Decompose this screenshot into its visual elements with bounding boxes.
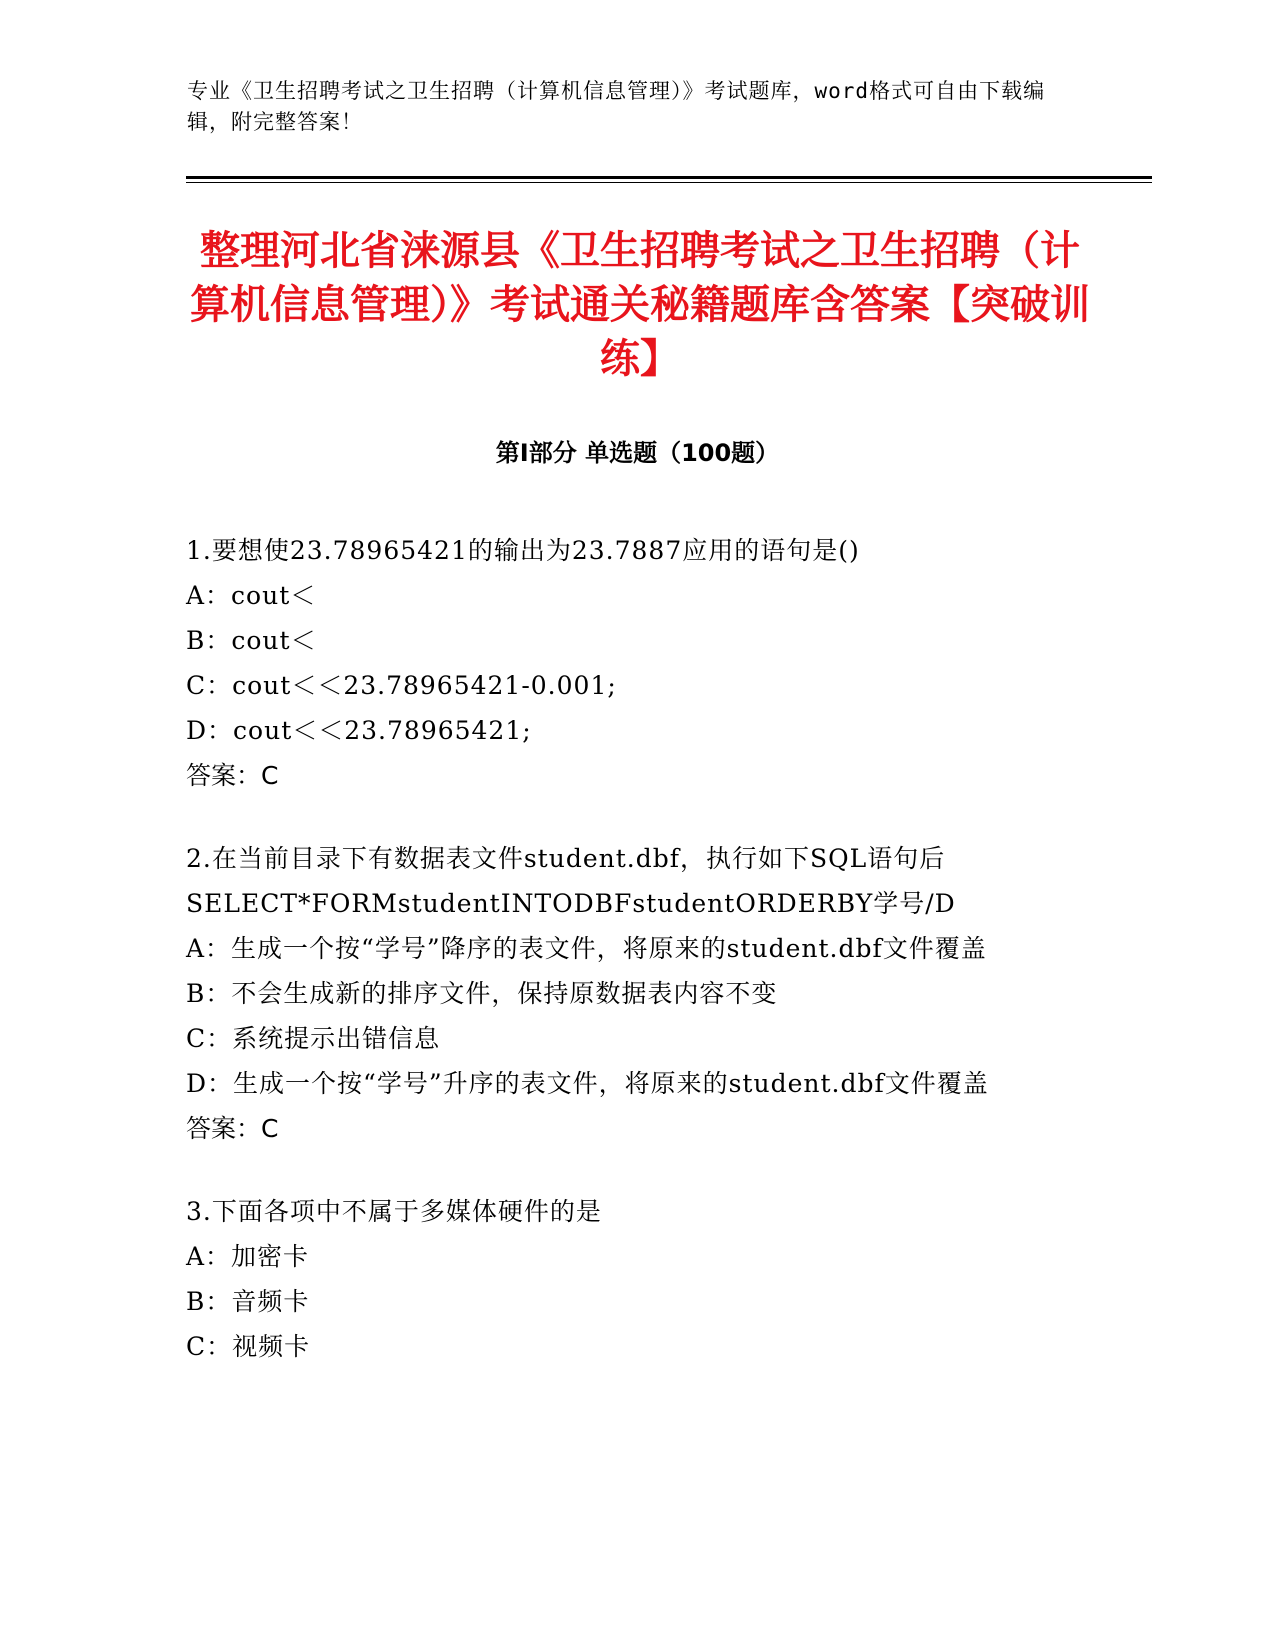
option-a: A：加密卡 bbox=[186, 1242, 310, 1271]
option-b: B：音频卡 bbox=[186, 1287, 310, 1316]
option-c: C：系统提示出错信息 bbox=[186, 1024, 441, 1053]
question-2 bbox=[186, 836, 1076, 1151]
question-stem: 1.要想使23.78965421的输出为23.7887应用的语句是() bbox=[186, 536, 860, 565]
header-rule-thick bbox=[186, 176, 1152, 179]
question-stem: 3.下面各项中不属于多媒体硬件的是 bbox=[186, 1197, 602, 1226]
document-title: 整理河北省涞源县《卫生招聘考试之卫生招聘（计算机信息管理）》考试通关秘籍题库含答案【突破训练】 bbox=[190, 228, 1090, 382]
question-1 bbox=[186, 528, 1076, 798]
option-a: A：cout＜ bbox=[186, 581, 317, 610]
header-rule-thin bbox=[186, 182, 1152, 183]
question-3 bbox=[186, 1189, 1076, 1369]
section-title: 第Ⅰ部分 单选题（100题） bbox=[495, 439, 780, 467]
option-a: A：生成一个按“学号”降序的表文件，将原来的student.dbf文件覆盖 bbox=[186, 934, 987, 963]
option-b: B：不会生成新的排序文件，保持原数据表内容不变 bbox=[186, 979, 778, 1008]
question-list bbox=[186, 528, 1076, 1407]
header-note: 专业《卫生招聘考试之卫生招聘（计算机信息管理）》考试题库，word格式可自由下载编辑，附完整答案！ bbox=[187, 79, 1046, 134]
option-c: C：视频卡 bbox=[186, 1332, 311, 1361]
answer: 答案：C bbox=[186, 1114, 279, 1143]
option-b: B：cout＜ bbox=[186, 626, 317, 655]
option-d: D：cout＜＜23.78965421; bbox=[186, 716, 532, 745]
answer: 答案：C bbox=[186, 761, 279, 790]
option-d: D：生成一个按“学号”升序的表文件，将原来的student.dbf文件覆盖 bbox=[186, 1069, 989, 1098]
question-stem: 2.在当前目录下有数据表文件student.dbf，执行如下SQL语句后SELECT*FORMstudentINTODBFstudentORDERBY学号/D bbox=[186, 844, 956, 918]
option-c: C：cout＜＜23.78965421-0.001; bbox=[186, 671, 617, 700]
